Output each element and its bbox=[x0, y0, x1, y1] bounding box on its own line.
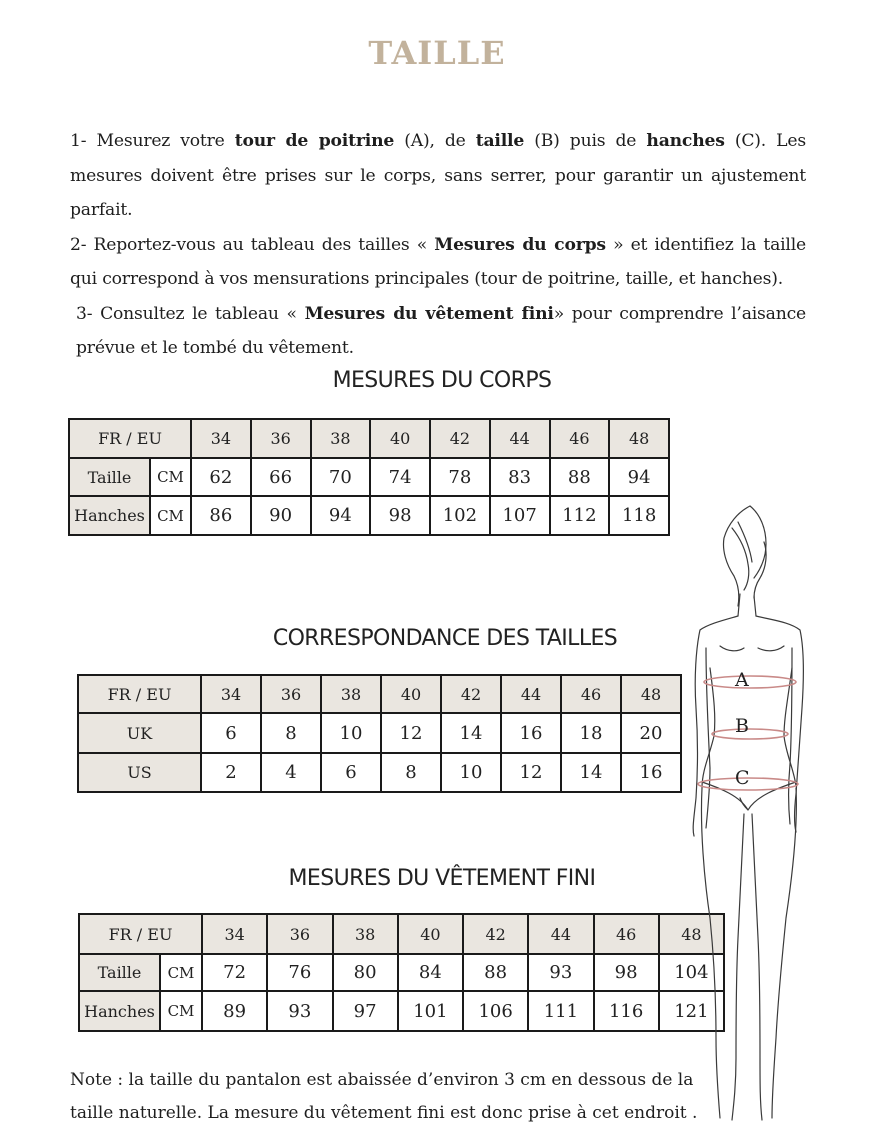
size-cell: 36 bbox=[251, 419, 311, 458]
value-cell: 8 bbox=[381, 753, 441, 792]
value-cell: 118 bbox=[609, 496, 669, 535]
value-cell: 83 bbox=[490, 458, 550, 496]
value-cell: 107 bbox=[490, 496, 550, 535]
hip-label: C bbox=[735, 767, 750, 789]
body-measurements-table bbox=[68, 418, 670, 536]
instructions bbox=[70, 124, 806, 366]
row-label: Hanches bbox=[69, 496, 150, 535]
note bbox=[70, 1064, 750, 1130]
value-cell: 106 bbox=[463, 991, 528, 1031]
size-cell: 48 bbox=[621, 675, 681, 713]
size-cell: 44 bbox=[501, 675, 561, 713]
waist-measure-line bbox=[712, 729, 788, 739]
value-cell: 116 bbox=[594, 991, 659, 1031]
unit-cell: CM bbox=[150, 496, 191, 535]
header-label: FR / EU bbox=[78, 675, 201, 713]
value-cell: 62 bbox=[191, 458, 251, 496]
garment-table-title: MESURES DU VÊTEMENT FINI bbox=[288, 866, 596, 891]
value-cell: 72 bbox=[202, 954, 267, 991]
value-cell: 88 bbox=[463, 954, 528, 991]
size-table-title: CORRESPONDANCE DES TAILLES bbox=[272, 626, 618, 651]
value-cell: 90 bbox=[251, 496, 311, 535]
size-cell: 38 bbox=[311, 419, 371, 458]
value-cell: 10 bbox=[441, 753, 501, 792]
size-cell: 38 bbox=[321, 675, 381, 713]
value-cell: 94 bbox=[311, 496, 371, 535]
figure-outline bbox=[693, 506, 803, 1120]
note-line-1: Note : la taille du pantalon est abaissée d’environ 3 cm en dessous de la bbox=[70, 1070, 694, 1090]
value-cell: 6 bbox=[321, 753, 381, 792]
unit-cell: CM bbox=[160, 954, 202, 991]
table-header-row bbox=[69, 419, 669, 458]
value-cell: 12 bbox=[381, 713, 441, 753]
value-cell: 112 bbox=[550, 496, 610, 535]
table-header-row bbox=[79, 914, 724, 954]
row-label: Taille bbox=[69, 458, 150, 496]
size-cell: 40 bbox=[381, 675, 441, 713]
row-label: US bbox=[78, 753, 201, 792]
value-cell: 89 bbox=[202, 991, 267, 1031]
size-cell: 38 bbox=[333, 914, 398, 954]
size-cell: 34 bbox=[201, 675, 261, 713]
size-cell: 42 bbox=[430, 419, 490, 458]
body-figure-illustration bbox=[680, 498, 820, 1126]
value-cell: 16 bbox=[501, 713, 561, 753]
garment-measurements-table bbox=[78, 913, 725, 1032]
value-cell: 70 bbox=[311, 458, 371, 496]
row-label: UK bbox=[78, 713, 201, 753]
value-cell: 14 bbox=[441, 713, 501, 753]
value-cell: 78 bbox=[430, 458, 490, 496]
size-cell: 44 bbox=[528, 914, 593, 954]
size-cell: 46 bbox=[561, 675, 621, 713]
size-cell: 34 bbox=[202, 914, 267, 954]
value-cell: 94 bbox=[609, 458, 669, 496]
page-title: TAILLE bbox=[368, 34, 506, 72]
value-cell: 98 bbox=[370, 496, 430, 535]
value-cell: 66 bbox=[251, 458, 311, 496]
size-cell: 42 bbox=[463, 914, 528, 954]
value-cell: 2 bbox=[201, 753, 261, 792]
value-cell: 98 bbox=[594, 954, 659, 991]
value-cell: 16 bbox=[621, 753, 681, 792]
value-cell: 88 bbox=[550, 458, 610, 496]
bust-label: A bbox=[735, 669, 749, 691]
unit-cell: CM bbox=[160, 991, 202, 1031]
size-cell: 42 bbox=[441, 675, 501, 713]
value-cell: 76 bbox=[267, 954, 332, 991]
value-cell: 121 bbox=[659, 991, 724, 1031]
note-line-2: taille naturelle. La mesure du vêtement fini est donc prise à cet endroit . bbox=[70, 1103, 698, 1123]
value-cell: 6 bbox=[201, 713, 261, 753]
value-cell: 18 bbox=[561, 713, 621, 753]
table-row bbox=[79, 954, 724, 991]
size-cell: 46 bbox=[550, 419, 610, 458]
value-cell: 20 bbox=[621, 713, 681, 753]
table-row bbox=[78, 713, 681, 753]
value-cell: 111 bbox=[528, 991, 593, 1031]
size-cell: 40 bbox=[398, 914, 463, 954]
size-cell: 48 bbox=[659, 914, 724, 954]
value-cell: 97 bbox=[333, 991, 398, 1031]
table-row bbox=[69, 458, 669, 496]
instruction-step-3: 3- Consultez le tableau « Mesures du vêtement fini» pour comprendre l’aisance prévue et le tombé du vêtement. bbox=[76, 303, 806, 358]
value-cell: 4 bbox=[261, 753, 321, 792]
instruction-step-2: 2- Reportez-vous au tableau des tailles « Mesures du corps » et identifiez la taille qui correspond à vos mensurations principales (tour de poitrine, taille, et hanches). bbox=[70, 234, 807, 289]
size-cell: 36 bbox=[267, 914, 332, 954]
size-cell: 48 bbox=[609, 419, 669, 458]
size-correspondence-table bbox=[77, 674, 682, 793]
value-cell: 104 bbox=[659, 954, 724, 991]
unit-cell: CM bbox=[150, 458, 191, 496]
value-cell: 86 bbox=[191, 496, 251, 535]
value-cell: 74 bbox=[370, 458, 430, 496]
body-table-title: MESURES DU CORPS bbox=[332, 368, 552, 393]
instruction-step-1: 1- Mesurez votre tour de poitrine (A), de taille (B) puis de hanches (C). Les mesures doivent être prises sur le corps, sans serrer, pour garantir un ajustement parfait. bbox=[70, 131, 806, 220]
value-cell: 93 bbox=[267, 991, 332, 1031]
table-header-row bbox=[78, 675, 681, 713]
size-cell: 36 bbox=[261, 675, 321, 713]
value-cell: 101 bbox=[398, 991, 463, 1031]
table-row bbox=[79, 991, 724, 1031]
row-label: Hanches bbox=[79, 991, 160, 1031]
value-cell: 93 bbox=[528, 954, 593, 991]
value-cell: 12 bbox=[501, 753, 561, 792]
value-cell: 8 bbox=[261, 713, 321, 753]
header-label: FR / EU bbox=[69, 419, 191, 458]
table-row bbox=[69, 496, 669, 535]
header-label: FR / EU bbox=[79, 914, 202, 954]
size-cell: 40 bbox=[370, 419, 430, 458]
value-cell: 14 bbox=[561, 753, 621, 792]
row-label: Taille bbox=[79, 954, 160, 991]
table-row bbox=[78, 753, 681, 792]
size-cell: 46 bbox=[594, 914, 659, 954]
waist-label: B bbox=[735, 715, 749, 737]
size-cell: 34 bbox=[191, 419, 251, 458]
size-cell: 44 bbox=[490, 419, 550, 458]
bust-measure-line bbox=[704, 676, 796, 688]
value-cell: 84 bbox=[398, 954, 463, 991]
value-cell: 10 bbox=[321, 713, 381, 753]
value-cell: 80 bbox=[333, 954, 398, 991]
value-cell: 102 bbox=[430, 496, 490, 535]
